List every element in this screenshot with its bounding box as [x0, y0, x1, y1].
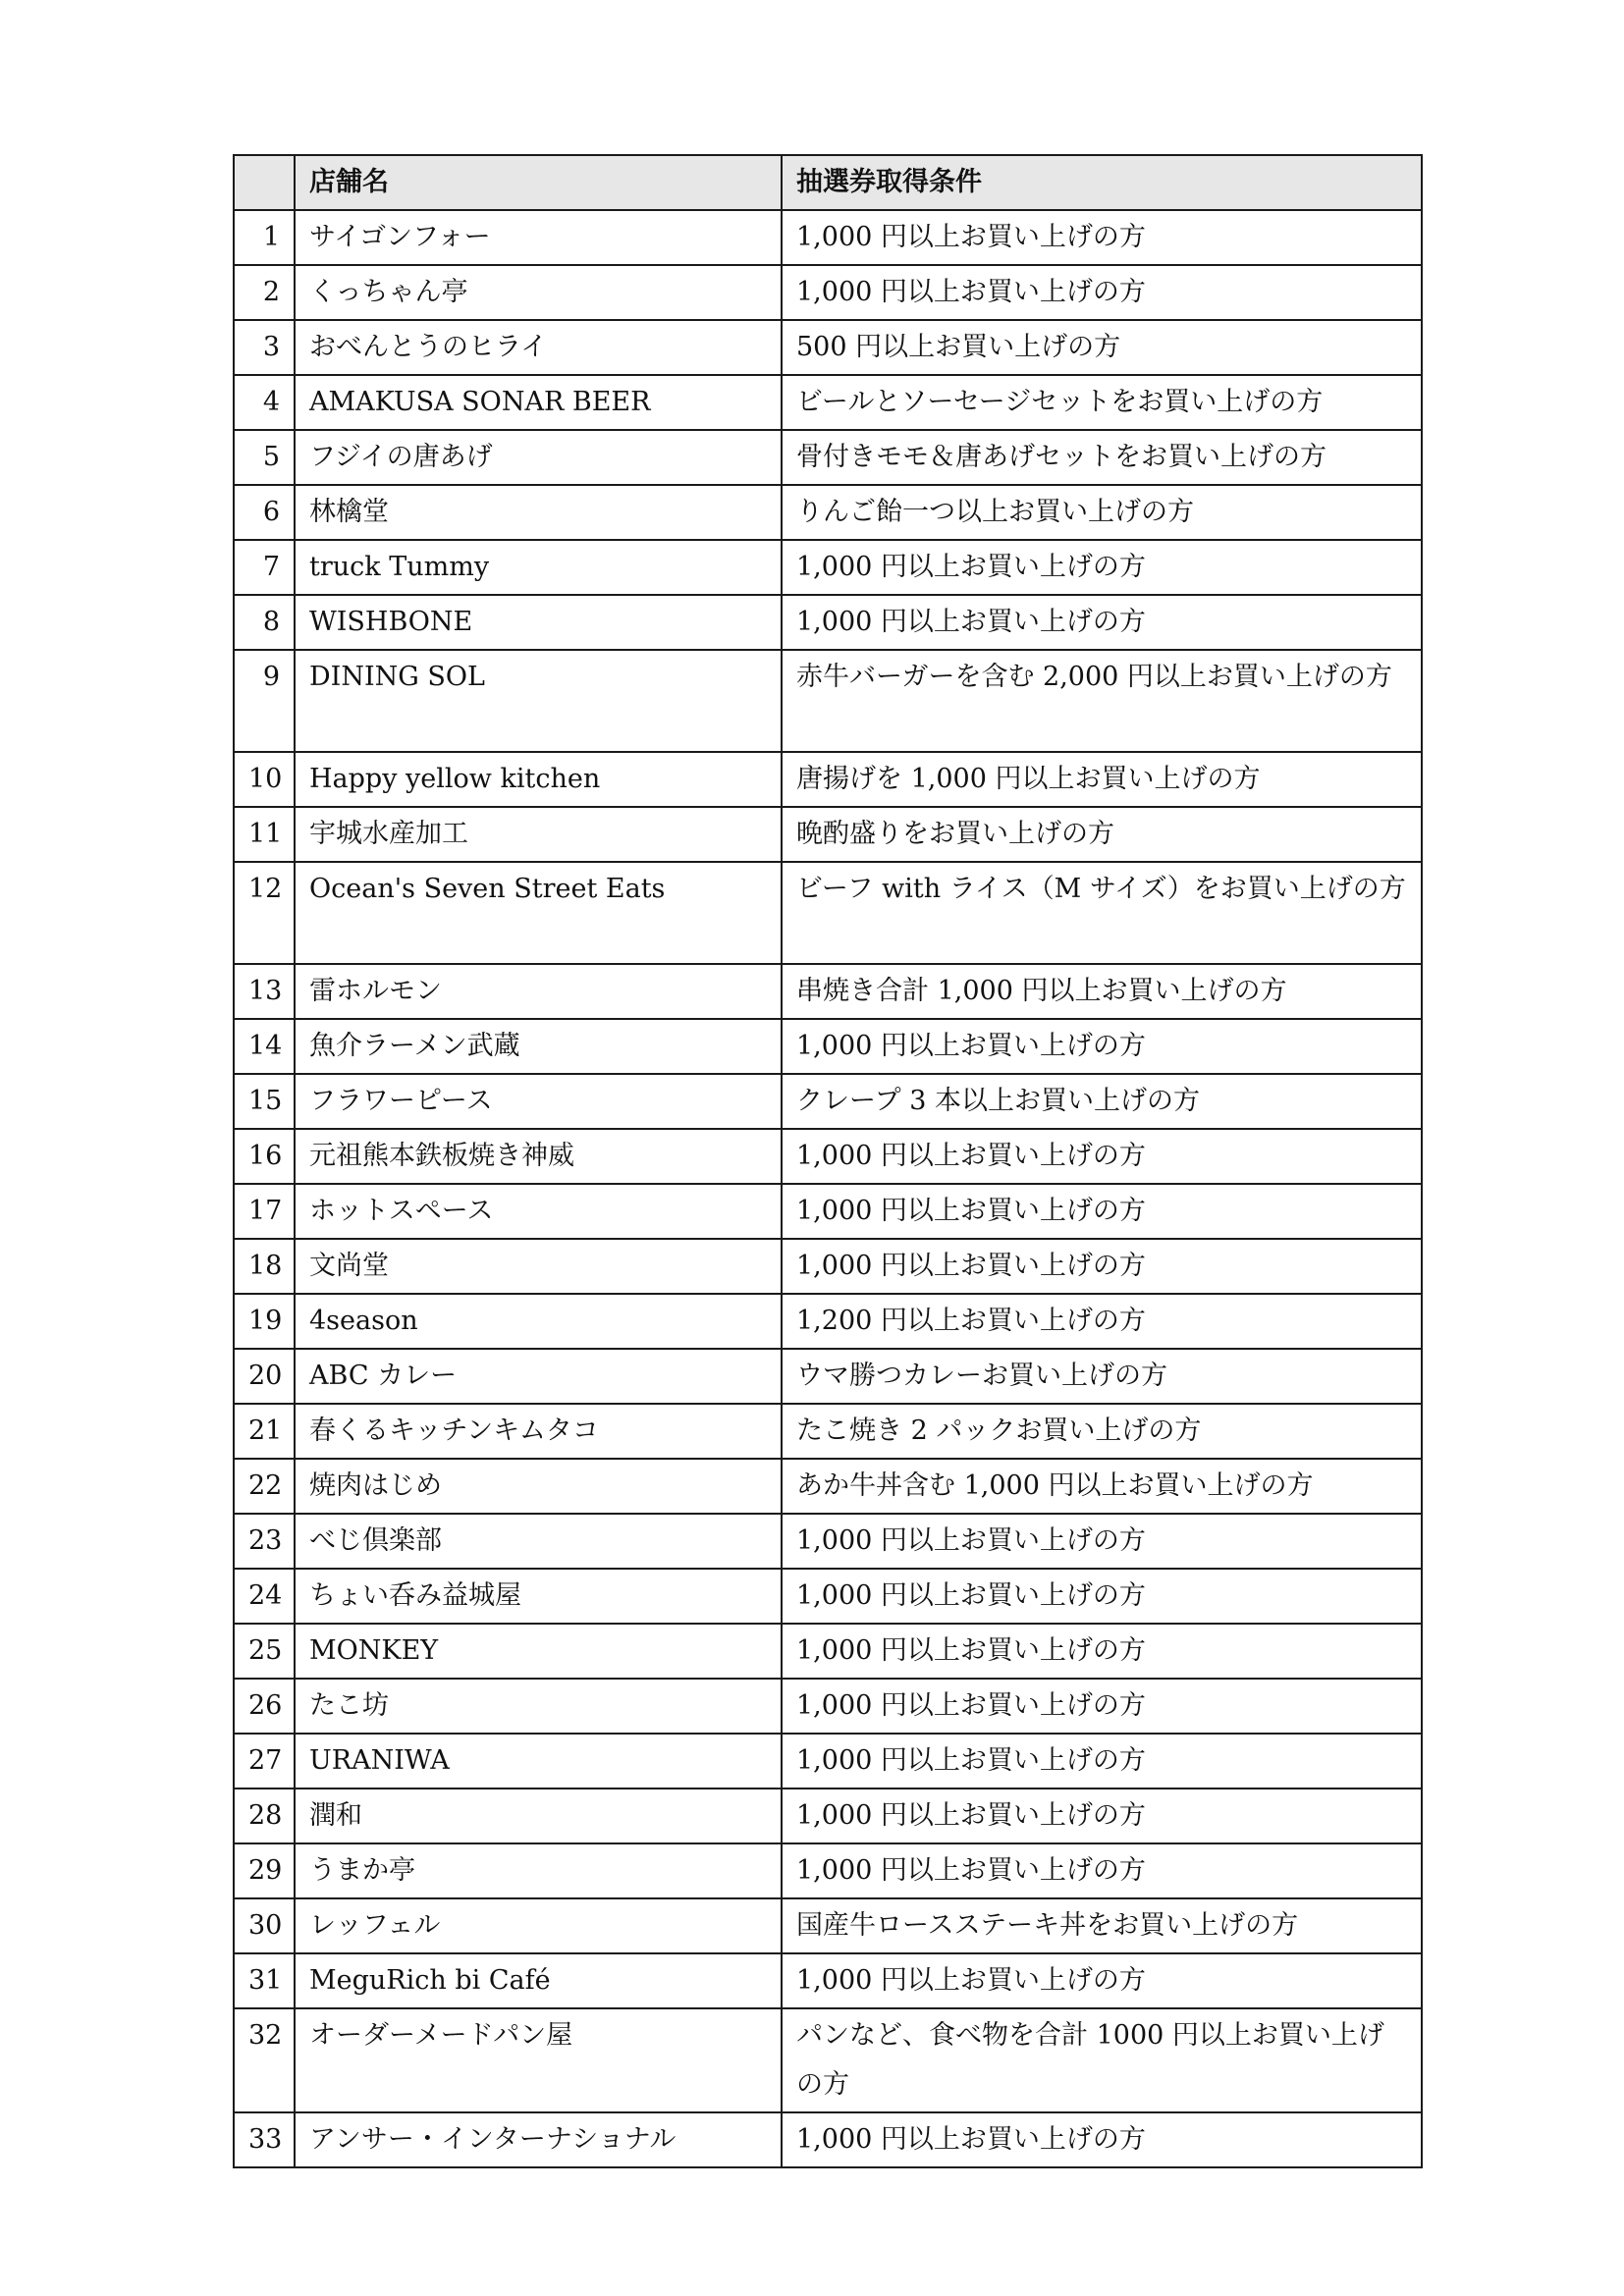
table-row: [234, 210, 1422, 265]
row-number: 33: [234, 2112, 295, 2167]
table-row: [234, 1239, 1422, 1294]
row-number: 11: [234, 807, 295, 862]
row-number: 19: [234, 1294, 295, 1349]
table-row: [234, 1953, 1422, 2008]
ticket-condition: ビーフ with ライス（M サイズ）をお買い上げの方: [782, 862, 1422, 964]
table-row: [234, 1734, 1422, 1789]
table-row: [234, 1184, 1422, 1239]
ticket-condition: 国産牛ロースステーキ丼をお買い上げの方: [782, 1898, 1422, 1953]
row-number: 25: [234, 1624, 295, 1679]
ticket-condition: 1,000 円以上お買い上げの方: [782, 1569, 1422, 1624]
table-row: [234, 650, 1422, 752]
store-name: 林檎堂: [295, 485, 782, 540]
ticket-condition: 1,000 円以上お買い上げの方: [782, 1129, 1422, 1184]
ticket-condition: クレープ 3 本以上お買い上げの方: [782, 1074, 1422, 1129]
ticket-condition: 骨付きモモ＆唐あげセットをお買い上げの方: [782, 430, 1422, 485]
table-row: [234, 595, 1422, 650]
ticket-condition: 1,200 円以上お買い上げの方: [782, 1294, 1422, 1349]
table-row: [234, 265, 1422, 320]
ticket-condition: あか牛丼含む 1,000 円以上お買い上げの方: [782, 1459, 1422, 1514]
row-number: 16: [234, 1129, 295, 1184]
store-name: 元祖熊本鉄板焼き神威: [295, 1129, 782, 1184]
table-row: [234, 2008, 1422, 2112]
row-number: 10: [234, 752, 295, 807]
header-number: [234, 155, 295, 210]
row-number: 5: [234, 430, 295, 485]
store-name: 雷ホルモン: [295, 964, 782, 1019]
ticket-condition: 500 円以上お買い上げの方: [782, 320, 1422, 375]
row-number: 20: [234, 1349, 295, 1404]
row-number: 30: [234, 1898, 295, 1953]
ticket-condition: 1,000 円以上お買い上げの方: [782, 1843, 1422, 1898]
ticket-condition: 串焼き合計 1,000 円以上お買い上げの方: [782, 964, 1422, 1019]
store-name: 宇城水産加工: [295, 807, 782, 862]
row-number: 13: [234, 964, 295, 1019]
ticket-condition: りんご飴一つ以上お買い上げの方: [782, 485, 1422, 540]
table-row: [234, 964, 1422, 1019]
row-number: 9: [234, 650, 295, 752]
row-number: 8: [234, 595, 295, 650]
ticket-condition: 1,000 円以上お買い上げの方: [782, 2112, 1422, 2167]
table-row: [234, 1349, 1422, 1404]
store-name: サイゴンフォー: [295, 210, 782, 265]
row-number: 18: [234, 1239, 295, 1294]
store-name: URANIWA: [295, 1734, 782, 1789]
table-row: [234, 1898, 1422, 1953]
store-name: たこ坊: [295, 1679, 782, 1734]
row-number: 22: [234, 1459, 295, 1514]
ticket-condition: 1,000 円以上お買い上げの方: [782, 595, 1422, 650]
ticket-condition: 1,000 円以上お買い上げの方: [782, 1514, 1422, 1569]
table-row: [234, 1789, 1422, 1843]
ticket-condition: たこ焼き 2 パックお買い上げの方: [782, 1404, 1422, 1459]
row-number: 29: [234, 1843, 295, 1898]
store-name: ちょい呑み益城屋: [295, 1569, 782, 1624]
ticket-condition: 1,000 円以上お買い上げの方: [782, 1734, 1422, 1789]
table-row: [234, 2112, 1422, 2167]
row-number: 26: [234, 1679, 295, 1734]
ticket-condition: ウマ勝つカレーお買い上げの方: [782, 1349, 1422, 1404]
store-name: 4season: [295, 1294, 782, 1349]
ticket-condition: 1,000 円以上お買い上げの方: [782, 1019, 1422, 1074]
ticket-condition: 1,000 円以上お買い上げの方: [782, 1239, 1422, 1294]
ticket-condition: 1,000 円以上お買い上げの方: [782, 1679, 1422, 1734]
table-row: [234, 1843, 1422, 1898]
store-name: べじ倶楽部: [295, 1514, 782, 1569]
ticket-condition: 1,000 円以上お買い上げの方: [782, 1789, 1422, 1843]
row-number: 4: [234, 375, 295, 430]
table-row: [234, 1679, 1422, 1734]
row-number: 21: [234, 1404, 295, 1459]
store-name: truck Tummy: [295, 540, 782, 595]
store-name: フジイの唐あげ: [295, 430, 782, 485]
table-row: [234, 862, 1422, 964]
store-name: Happy yellow kitchen: [295, 752, 782, 807]
ticket-condition: 1,000 円以上お買い上げの方: [782, 1953, 1422, 2008]
row-number: 15: [234, 1074, 295, 1129]
row-number: 2: [234, 265, 295, 320]
row-number: 23: [234, 1514, 295, 1569]
store-name: 潤和: [295, 1789, 782, 1843]
ticket-condition: 1,000 円以上お買い上げの方: [782, 1624, 1422, 1679]
table-row: [234, 1294, 1422, 1349]
store-name: フラワーピース: [295, 1074, 782, 1129]
header-ticket-condition: 抽選券取得条件: [782, 155, 1422, 210]
table-row: [234, 752, 1422, 807]
store-name: オーダーメードパン屋: [295, 2008, 782, 2112]
ticket-condition: ビールとソーセージセットをお買い上げの方: [782, 375, 1422, 430]
row-number: 12: [234, 862, 295, 964]
store-name: 魚介ラーメン武蔵: [295, 1019, 782, 1074]
table-row: [234, 540, 1422, 595]
row-number: 1: [234, 210, 295, 265]
table-row: [234, 1074, 1422, 1129]
store-name: アンサー・インターナショナル: [295, 2112, 782, 2167]
table-row: [234, 320, 1422, 375]
table-row: [234, 1624, 1422, 1679]
store-name: 焼肉はじめ: [295, 1459, 782, 1514]
table-row: [234, 430, 1422, 485]
table-row: [234, 807, 1422, 862]
table-row: [234, 375, 1422, 430]
store-name: DINING SOL: [295, 650, 782, 752]
row-number: 32: [234, 2008, 295, 2112]
store-name: くっちゃん亭: [295, 265, 782, 320]
store-name: AMAKUSA SONAR BEER: [295, 375, 782, 430]
ticket-condition: 1,000 円以上お買い上げの方: [782, 540, 1422, 595]
row-number: 3: [234, 320, 295, 375]
row-number: 27: [234, 1734, 295, 1789]
ticket-condition: 晩酌盛りをお買い上げの方: [782, 807, 1422, 862]
table-row: [234, 1019, 1422, 1074]
store-name: レッフェル: [295, 1898, 782, 1953]
row-number: 17: [234, 1184, 295, 1239]
store-name: 文尚堂: [295, 1239, 782, 1294]
store-name: Ocean's Seven Street Eats: [295, 862, 782, 964]
table-row: [234, 1459, 1422, 1514]
store-name: WISHBONE: [295, 595, 782, 650]
ticket-condition: 1,000 円以上お買い上げの方: [782, 265, 1422, 320]
table-row: [234, 1404, 1422, 1459]
table-body: [234, 210, 1422, 2167]
ticket-condition: 1,000 円以上お買い上げの方: [782, 210, 1422, 265]
row-number: 28: [234, 1789, 295, 1843]
table-row: [234, 1514, 1422, 1569]
row-number: 24: [234, 1569, 295, 1624]
table-row: [234, 1129, 1422, 1184]
store-name: MONKEY: [295, 1624, 782, 1679]
store-name: ABC カレー: [295, 1349, 782, 1404]
table-row: [234, 1569, 1422, 1624]
header-store-name: 店舗名: [295, 155, 782, 210]
store-name: 春くるキッチンキムタコ: [295, 1404, 782, 1459]
table-header-row: [234, 155, 1422, 210]
row-number: 14: [234, 1019, 295, 1074]
ticket-condition: 1,000 円以上お買い上げの方: [782, 1184, 1422, 1239]
row-number: 7: [234, 540, 295, 595]
ticket-condition: 唐揚げを 1,000 円以上お買い上げの方: [782, 752, 1422, 807]
store-name: ホットスペース: [295, 1184, 782, 1239]
store-table: [233, 154, 1423, 2168]
table-row: [234, 485, 1422, 540]
row-number: 31: [234, 1953, 295, 2008]
ticket-condition: 赤牛バーガーを含む 2,000 円以上お買い上げの方: [782, 650, 1422, 752]
store-name: おべんとうのヒライ: [295, 320, 782, 375]
row-number: 6: [234, 485, 295, 540]
store-name: うまか亭: [295, 1843, 782, 1898]
ticket-condition: パンなど、食べ物を合計 1000 円以上お買い上げの方: [782, 2008, 1422, 2112]
store-name: MeguRich bi Café: [295, 1953, 782, 2008]
